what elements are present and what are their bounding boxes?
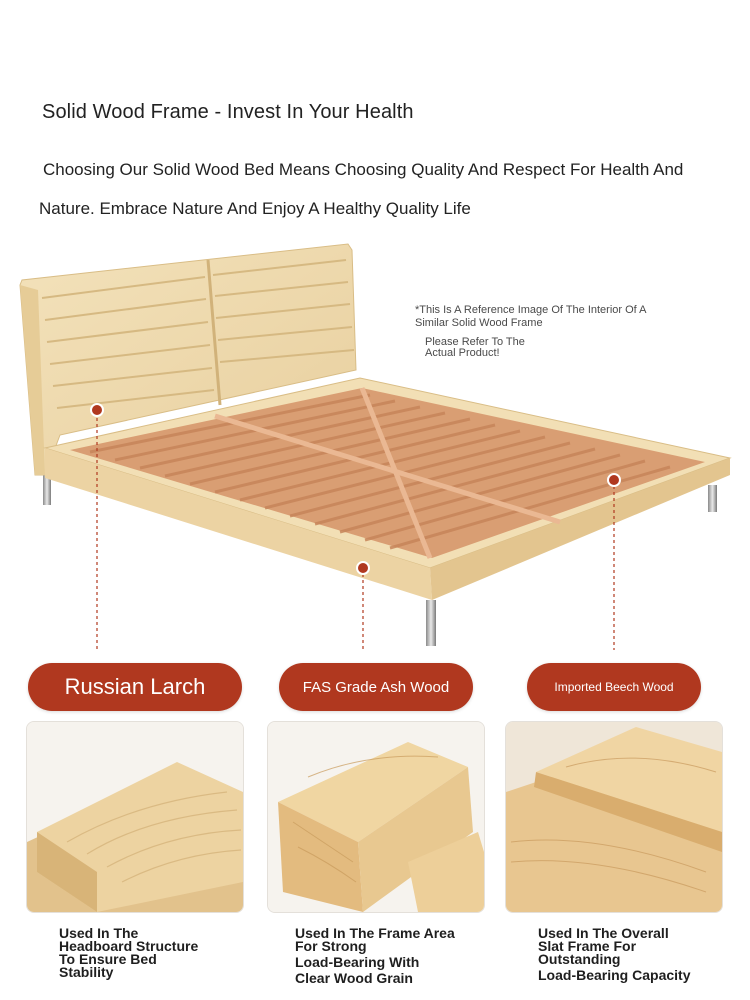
caption-line: Outstanding [538, 951, 621, 967]
caption-line: Used In The Frame Area [295, 925, 455, 941]
disclaimer-line-1: *This Is A Reference Image Of The Interior Of A [415, 304, 647, 316]
disclaimer-line-4: Actual Product! [425, 347, 500, 359]
intro-text-line-2: Nature. Embrace Nature And Enjoy A Healthy Quality Life [39, 199, 471, 218]
caption-line: To Ensure Bed [59, 951, 157, 967]
caption-line: Clear Wood Grain [295, 970, 413, 986]
larch-wood-photo [26, 721, 244, 913]
disclaimer-line-3: Please Refer To The [425, 336, 525, 348]
ash-wood-photo [267, 721, 485, 913]
material-label-text: Russian Larch [64, 674, 206, 699]
beech-wood-photo [505, 721, 723, 913]
caption-ash [295, 927, 455, 985]
material-label-text: FAS Grade Ash Wood [302, 678, 450, 696]
caption-line: Used In The Overall [538, 925, 669, 941]
page-heading: Solid Wood Frame - Invest In Your Health [42, 101, 414, 123]
material-label-beech-wood [527, 663, 701, 711]
disclaimer-line-2: Similar Solid Wood Frame [415, 317, 543, 329]
caption-line: Used In The [59, 925, 139, 941]
caption-beech [538, 927, 690, 982]
caption-line: Headboard Structure [59, 938, 199, 954]
material-label-text: Imported Beech Wood [554, 680, 674, 694]
disclaimer-note-2 [425, 337, 565, 359]
material-label-russian-larch [28, 663, 242, 711]
caption-line: For Strong [295, 938, 367, 954]
material-label-ash-wood [279, 663, 473, 711]
disclaimer-note [415, 304, 695, 330]
caption-line: Load-Bearing Capacity [538, 967, 691, 983]
intro-text-line-1: Choosing Our Solid Wood Bed Means Choosing Quality And Respect For Health And [43, 160, 684, 179]
caption-larch [59, 927, 198, 979]
bed-frame-illustration [0, 230, 750, 650]
caption-line: Load-Bearing With [295, 954, 420, 970]
caption-line: Slat Frame For [538, 938, 637, 954]
caption-line: Stability [59, 964, 114, 980]
